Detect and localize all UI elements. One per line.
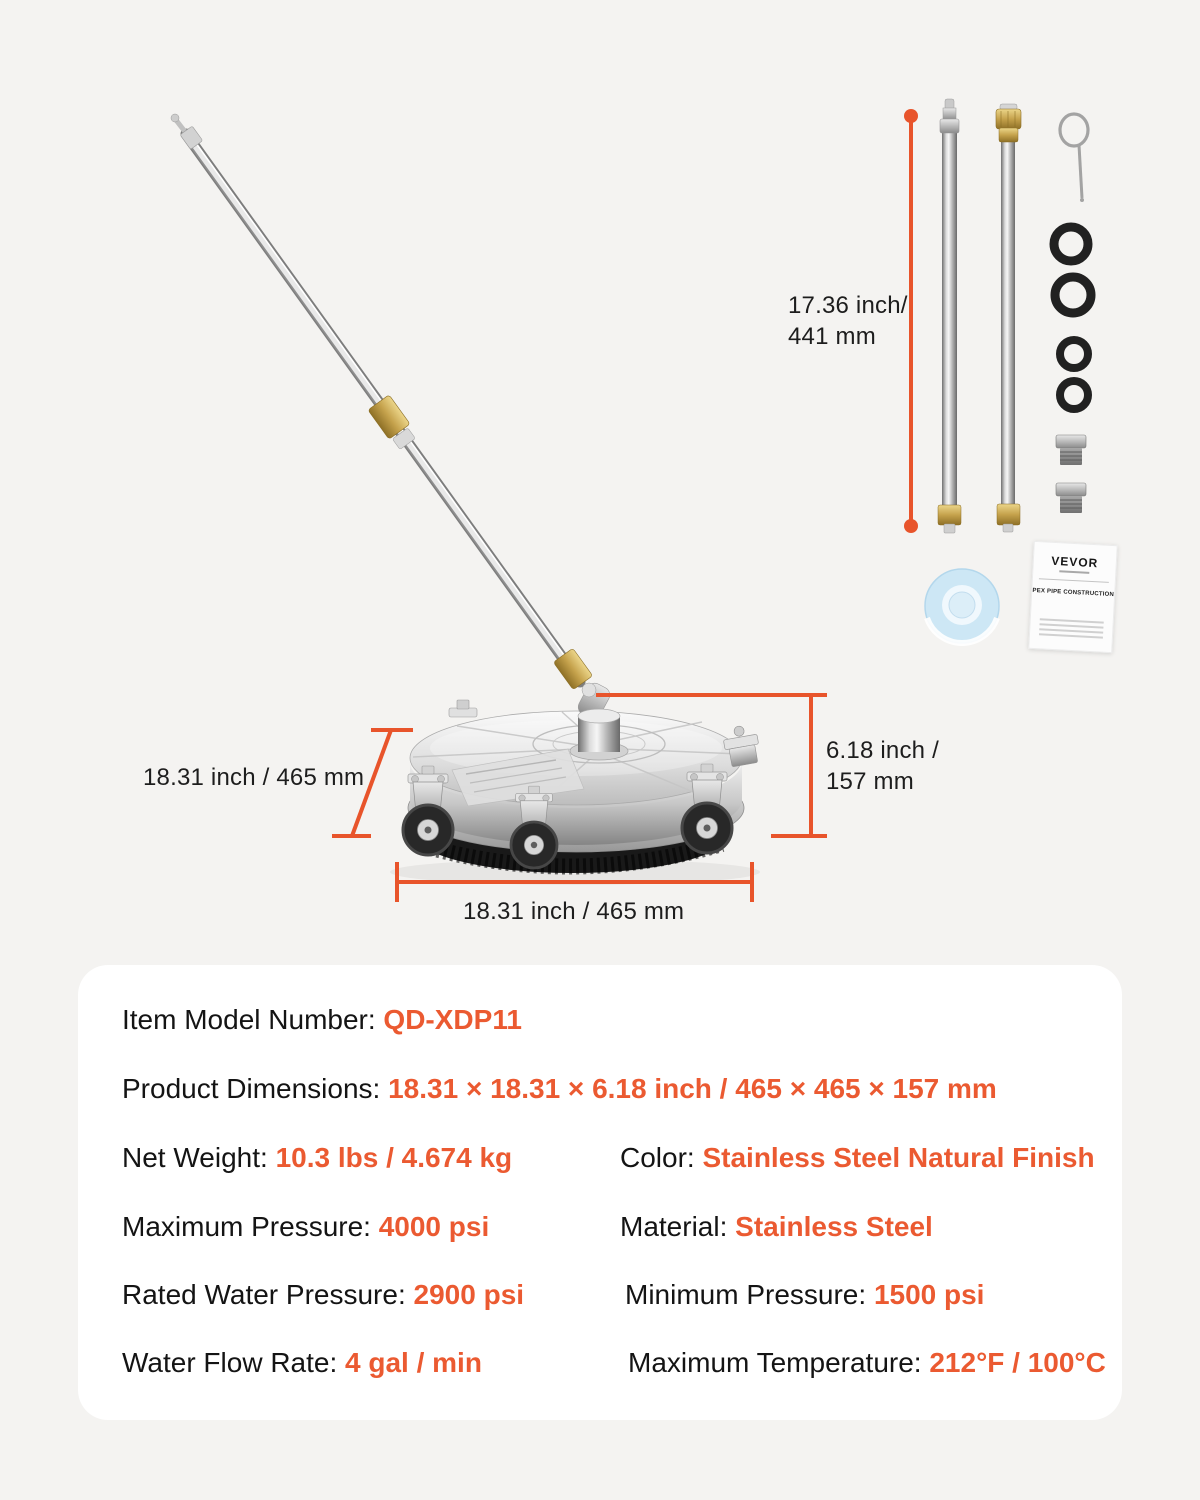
dim-label-height-line1: 6.18 inch / xyxy=(826,737,939,764)
spec-row-max-pressure xyxy=(122,1210,489,1244)
dim-label-lance-length xyxy=(788,290,908,352)
spec-value: Stainless Steel Natural Finish xyxy=(702,1142,1095,1173)
spec-row-model xyxy=(122,1003,522,1037)
spec-label: Minimum Pressure: xyxy=(625,1279,874,1310)
manual-paragraph xyxy=(1030,618,1113,639)
spec-row-min-pressure xyxy=(625,1278,984,1312)
spec-value: QD-XDP11 xyxy=(383,1004,522,1035)
dim-dot-top xyxy=(904,109,918,123)
dim-label-deck-height xyxy=(826,735,939,797)
caster-left xyxy=(403,766,453,855)
o-ring-1 xyxy=(1054,227,1088,261)
spec-row-flow-rate xyxy=(122,1346,482,1380)
instruction-manual xyxy=(1028,541,1118,653)
spec-label: Color: xyxy=(620,1142,703,1173)
rear-left-caster-mount xyxy=(449,700,477,717)
o-ring-3 xyxy=(1060,340,1088,368)
spec-row-rated-pressure xyxy=(122,1278,524,1312)
spec-label: Maximum Pressure: xyxy=(122,1211,379,1242)
teflon-tape-roll xyxy=(925,569,999,643)
o-ring-4 xyxy=(1060,381,1088,409)
center-hub-swivel xyxy=(570,680,628,760)
dim-label-deck-diagonal: 18.31 inch / 465 mm xyxy=(143,764,365,791)
spec-value: 2900 psi xyxy=(413,1279,525,1310)
nozzle-tip-fitting xyxy=(171,114,203,149)
dim-label-deck-width: 18.31 inch / 465 mm xyxy=(463,898,685,925)
manual-brand-logo: VEVOR xyxy=(1050,553,1099,571)
spec-value: 18.31 × 18.31 × 6.18 inch / 465 × 465 × 157 mm xyxy=(388,1073,997,1104)
o-ring-2 xyxy=(1055,277,1091,313)
extension-wand-1 xyxy=(938,99,961,533)
spec-label: Rated Water Pressure: xyxy=(122,1279,414,1310)
spray-wand xyxy=(171,114,593,690)
spec-label: Water Flow Rate: xyxy=(122,1347,346,1378)
pull-pin xyxy=(1060,114,1088,202)
pipe-plug-2 xyxy=(1056,483,1086,513)
surface-cleaner xyxy=(403,680,762,873)
spec-label: Product Dimensions: xyxy=(122,1073,389,1104)
spec-label: Maximum Temperature: xyxy=(628,1347,930,1378)
spec-value: 212°F / 100°C xyxy=(929,1347,1106,1378)
spec-label: Material: xyxy=(620,1211,736,1242)
spec-row-dimensions xyxy=(122,1072,997,1106)
caster-front xyxy=(511,786,557,868)
pipe-plug-1 xyxy=(1056,435,1086,465)
spec-value: 10.3 lbs / 4.674 kg xyxy=(275,1142,513,1173)
spec-value: 1500 psi xyxy=(873,1279,985,1310)
caster-right xyxy=(682,764,732,853)
spec-row-color xyxy=(620,1141,1095,1175)
spec-value: 4 gal / min xyxy=(345,1347,482,1378)
spec-row-net-weight xyxy=(122,1141,512,1175)
extension-wand-2 xyxy=(996,104,1021,532)
dim-label-lance-line1: 17.36 inch/ xyxy=(788,292,908,319)
spec-value: 4000 psi xyxy=(378,1211,490,1242)
dim-label-lance-line2: 441 mm xyxy=(788,323,876,350)
spec-row-material xyxy=(620,1210,933,1244)
spec-label: Net Weight: xyxy=(122,1142,276,1173)
spec-row-max-temperature xyxy=(628,1346,1106,1380)
manual-title: PEX PIPE CONSTRUCTION xyxy=(1032,587,1115,599)
manual-divider xyxy=(1039,578,1109,583)
manual-tagline-bar xyxy=(1059,570,1089,574)
spec-card xyxy=(78,965,1122,1420)
spec-label: Item Model Number: xyxy=(122,1004,384,1035)
dim-dot-bottom xyxy=(904,519,918,533)
spec-value: Stainless Steel xyxy=(735,1211,933,1242)
o-rings xyxy=(1054,227,1091,409)
dim-label-height-line2: 157 mm xyxy=(826,768,914,795)
